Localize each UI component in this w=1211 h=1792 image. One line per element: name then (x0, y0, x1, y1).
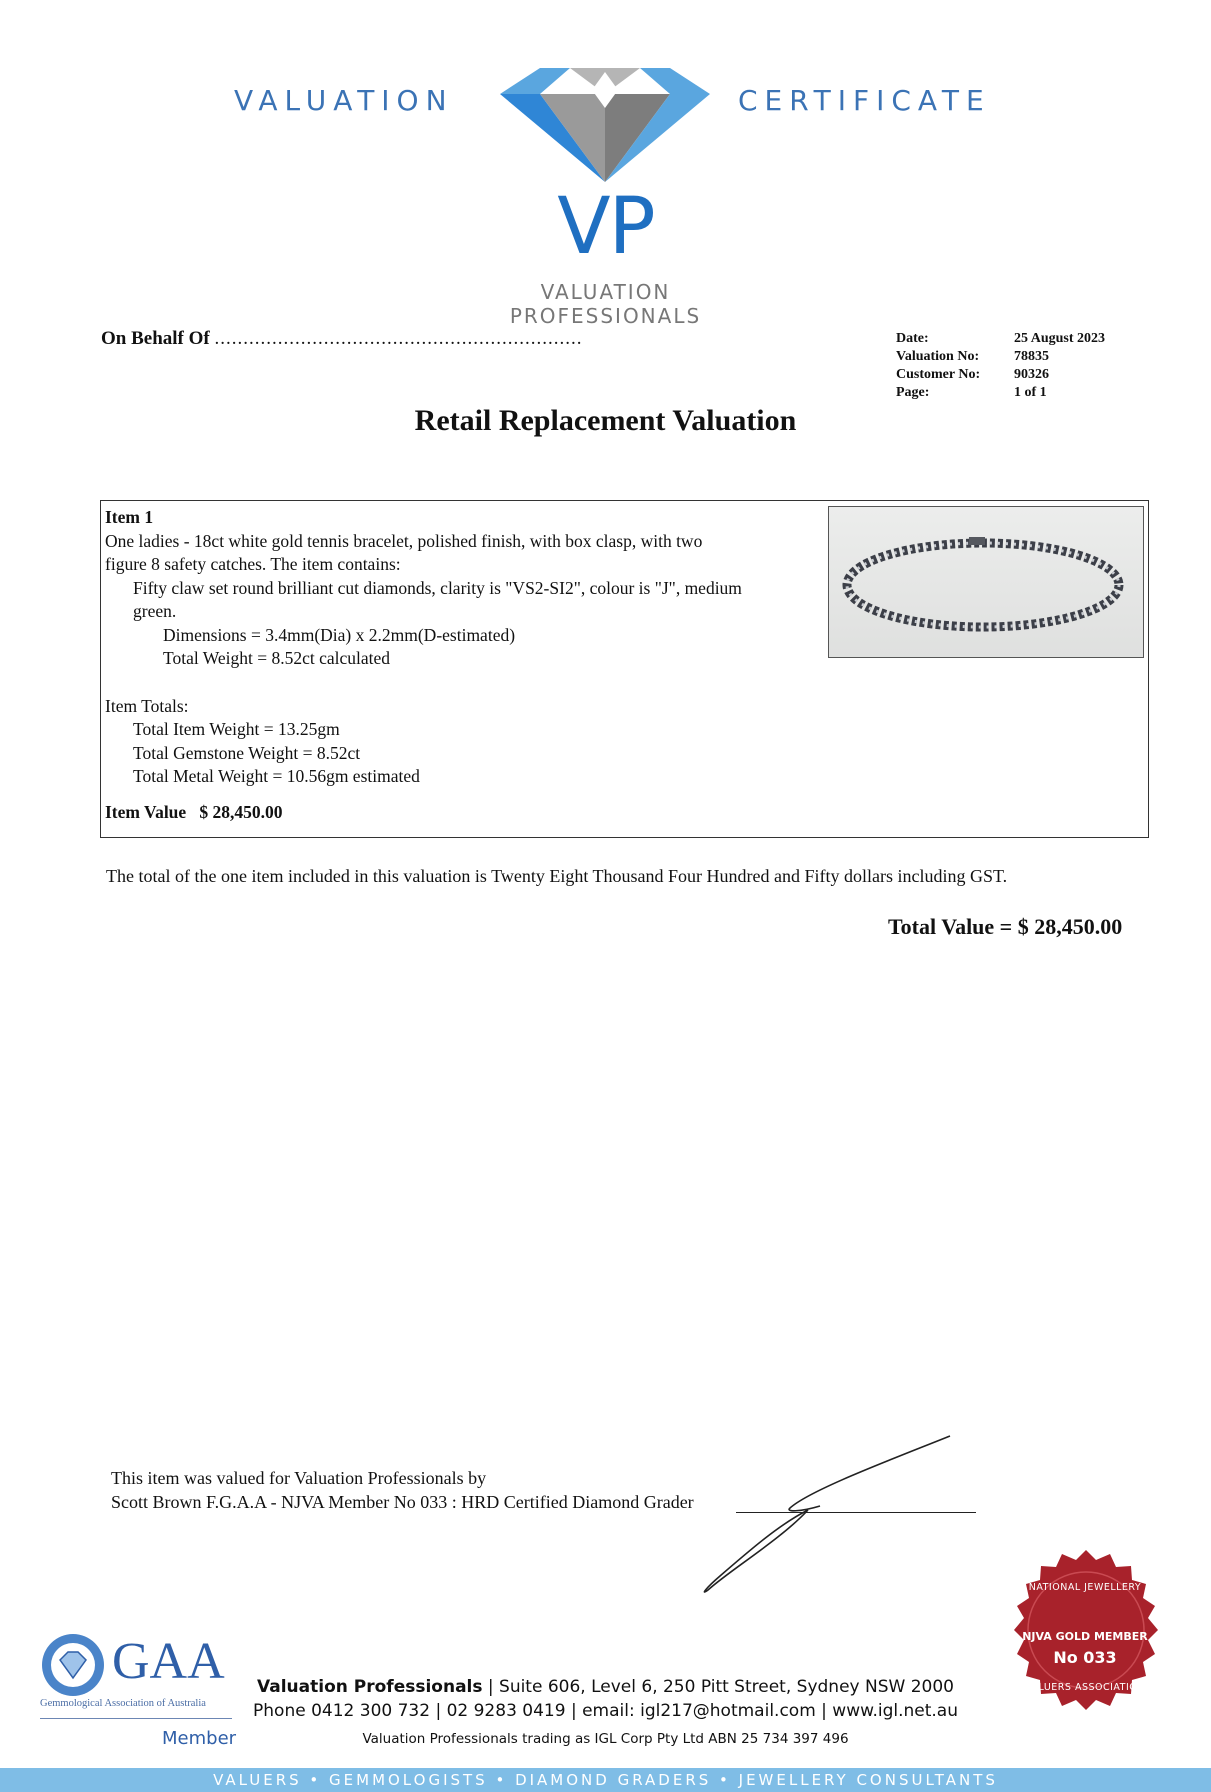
valuer-statement (111, 1466, 694, 1514)
header-valuation-word: VALUATION (234, 84, 454, 117)
item-value-amount: $ 28,450.00 (199, 801, 283, 822)
certificate-meta (896, 330, 1105, 402)
item-dimensions: Dimensions = 3.4mm(Dia) x 2.2mm(D-estimated) (163, 624, 516, 645)
bracelet-photo (828, 506, 1144, 658)
logo-sub-professionals: PROFESSIONALS (509, 304, 702, 328)
logo-sub-valuation: VALUATION (540, 280, 671, 304)
footer-street: | Suite 606, Level 6, 250 Pitt Street, Sydney NSW 2000 (487, 1677, 954, 1697)
document-title: Retail Replacement Valuation (414, 404, 797, 437)
seal-gold-member: NJVA GOLD MEMBER (1022, 1630, 1148, 1643)
meta-date-value: 25 August 2023 (1014, 331, 1106, 346)
meta-valuation-no-label: Valuation No: (896, 349, 980, 364)
signature-icon (690, 1420, 980, 1600)
item-stones-line2: green. (133, 601, 177, 621)
item-totals-heading: Item Totals: (105, 695, 189, 716)
footer-band-text: VALUERS • GEMMOLOGISTS • DIAMOND GRADERS • JEWELLERY CONSULTANTS (213, 1771, 998, 1789)
gaa-subtitle: Gemmological Association of Australia (40, 1698, 206, 1709)
seal-arc-bottom: VALUERS ASSOCIATION (1025, 1682, 1145, 1693)
footer-contacts: Phone 0412 300 732 | 02 9283 0419 | email: igl217@hotmail.com | www.igl.net.au (253, 1701, 958, 1721)
total-sentence: The total of the one item included in this valuation is Twenty Eight Thousand Four Hundred and Fifty dollars including GST. (106, 866, 1008, 886)
total-gemstone-weight: Total Gemstone Weight = 8.52ct (133, 742, 361, 763)
item-total-weight: Total Weight = 8.52ct calculated (163, 648, 391, 668)
vp-letters: VP (557, 182, 654, 272)
gaa-member: Member (162, 1728, 237, 1749)
meta-page-label: Page: (896, 385, 930, 400)
seal-arc-top: NATIONAL JEWELLERY (1028, 1582, 1142, 1593)
valuer-line2: Scott Brown F.G.A.A - NJVA Member No 033 : HRD Certified Diamond Grader (111, 1492, 694, 1512)
meta-customer-no-label: Customer No: (896, 367, 981, 382)
on-behalf-of (101, 328, 582, 350)
total-item-weight: Total Item Weight = 13.25gm (133, 719, 340, 739)
valuer-line1: This item was valued for Valuation Professionals by (111, 1468, 487, 1488)
gaa-wordmark: GAA (112, 1633, 225, 1690)
total-metal-weight: Total Metal Weight = 10.56gm estimated (133, 766, 420, 786)
item-stones-line1: Fifty claw set round brilliant cut diamonds, clarity is "VS2-SI2", colour is "J", medium (133, 577, 742, 598)
total-value: Total Value = $ 28,450.00 (888, 914, 1123, 939)
on-behalf-label: On Behalf Of (101, 328, 210, 349)
item-value (105, 801, 817, 825)
item-heading: Item 1 (105, 507, 154, 527)
header-certificate-word: CERTIFICATE (738, 84, 991, 117)
item-description (105, 506, 817, 824)
item-desc-line1: One ladies - 18ct white gold tennis bracelet, polished finish, with box clasp, with two (105, 530, 703, 551)
footer-company: Valuation Professionals (257, 1677, 483, 1697)
meta-valuation-no-value: 78835 (1014, 349, 1049, 364)
on-behalf-dots: ................................................................ (214, 328, 583, 349)
meta-page-value: 1 of 1 (1014, 385, 1047, 400)
meta-customer-no-value: 90326 (1014, 367, 1049, 382)
footer-trading: Valuation Professionals trading as IGL Corp Pty Ltd ABN 25 734 397 496 (362, 1731, 849, 1747)
item-desc-line2: figure 8 safety catches. The item contains: (105, 554, 401, 574)
seal-member-number: No 033 (1053, 1648, 1117, 1667)
diamond-logo-icon (500, 64, 710, 184)
item-value-label: Item Value (105, 801, 187, 822)
meta-date-label: Date: (896, 331, 929, 346)
